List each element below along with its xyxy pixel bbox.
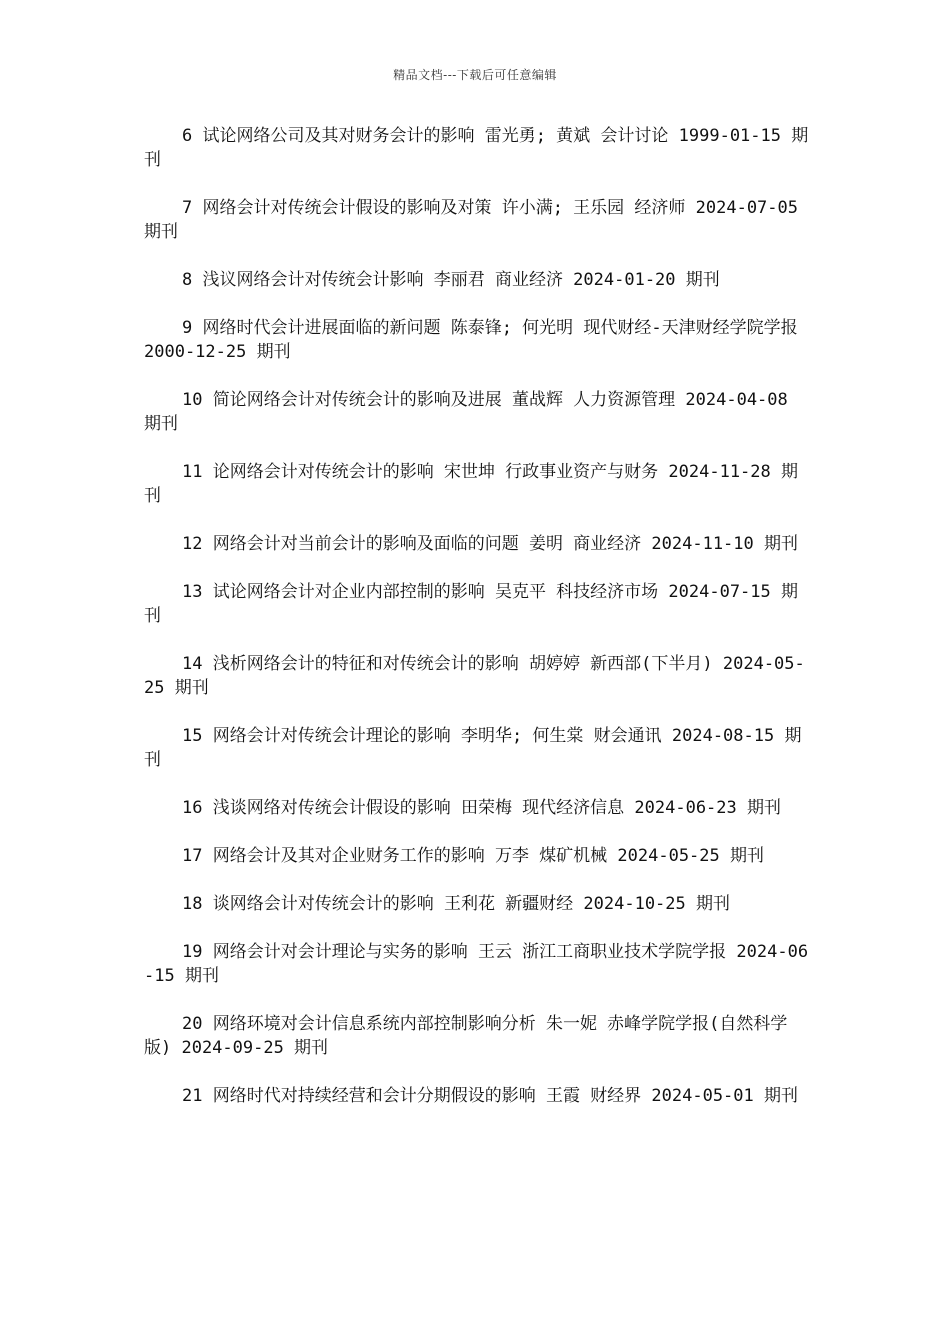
reference-item: 10 简论网络会计对传统会计的影响及进展 董战辉 人力资源管理 2024-04-08 期刊: [144, 390, 788, 434]
reference-item: 13 试论网络会计对企业内部控制的影响 吴克平 科技经济市场 2024-07-15 期刊: [144, 582, 798, 626]
reference-item: 20 网络环境对会计信息系统内部控制影响分析 朱一妮 赤峰学院学报(自然科学版) 2024-09-25 期刊: [144, 1014, 788, 1058]
reference-item: 6 试论网络公司及其对财务会计的影响 雷光勇; 黄斌 会计讨论 1999-01-15 期刊: [144, 126, 809, 170]
reference-item: 7 网络会计对传统会计假设的影响及对策 许小满; 王乐园 经济师 2024-07-05 期刊: [144, 198, 798, 242]
reference-item: 14 浅析网络会计的特征和对传统会计的影响 胡婷婷 新西部(下半月) 2024-05-25 期刊: [144, 654, 805, 698]
page-header: 精品文档---下载后可任意编辑: [393, 68, 557, 82]
reference-item: 9 网络时代会计进展面临的新问题 陈泰锋; 何光明 现代财经-天津财经学院学报 2000-12-25 期刊: [144, 318, 798, 362]
reference-item: 11 论网络会计对传统会计的影响 宋世坤 行政事业资产与财务 2024-11-28 期刊: [144, 462, 798, 506]
reference-item: 21 网络时代对持续经营和会计分期假设的影响 王霞 财经界 2024-05-01 期刊: [182, 1086, 798, 1106]
reference-item: 8 浅议网络会计对传统会计影响 李丽君 商业经济 2024-01-20 期刊: [182, 270, 720, 290]
reference-item: 17 网络会计及其对企业财务工作的影响 万李 煤矿机械 2024-05-25 期刊: [182, 846, 764, 866]
reference-item: 18 谈网络会计对传统会计的影响 王利花 新疆财经 2024-10-25 期刊: [182, 894, 730, 914]
reference-list: [144, 124, 809, 1132]
reference-item: 12 网络会计对当前会计的影响及面临的问题 姜明 商业经济 2024-11-10 期刊: [182, 534, 798, 554]
reference-item: 16 浅谈网络对传统会计假设的影响 田荣梅 现代经济信息 2024-06-23 期刊: [182, 798, 781, 818]
reference-item: 19 网络会计对会计理论与实务的影响 王云 浙江工商职业技术学院学报 2024-06-15 期刊: [144, 942, 809, 986]
reference-item: 15 网络会计对传统会计理论的影响 李明华; 何生棠 财会通讯 2024-08-15 期刊: [144, 726, 802, 770]
